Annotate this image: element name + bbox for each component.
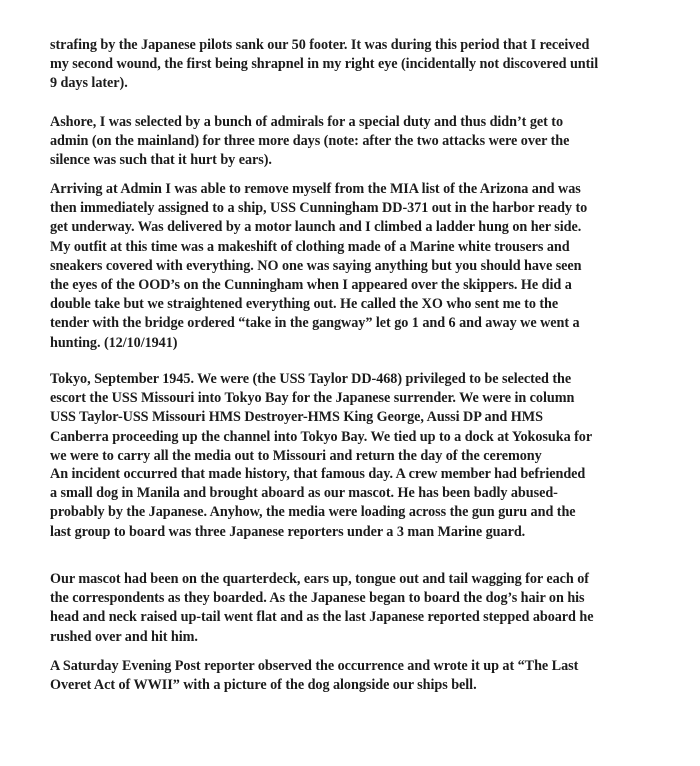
text-line: the eyes of the OOD’s on the Cunningham when I appeared over the skippers. He did a xyxy=(50,277,572,294)
text-line: A Saturday Evening Post reporter observed the occurrence and wrote it up at “The Last xyxy=(50,658,579,674)
text-line: 9 days later). xyxy=(50,75,128,92)
text-line: get underway. Was delivered by a motor launch and I climbed a ladder hung on her side. xyxy=(50,219,582,236)
text-line: Arriving at Admin I was able to remove myself from the MIA list of the Arizona and was xyxy=(50,181,581,197)
text-line: rushed over and hit him. xyxy=(50,628,198,645)
paragraph-strafing xyxy=(50,36,686,94)
paragraph-mascot xyxy=(50,570,686,647)
text-line: double take but we straightened everything out. He called the XO who sent me to the xyxy=(50,296,559,313)
text-line: strafing by the Japanese pilots sank our 50 footer. It was during this period that I received xyxy=(50,37,590,53)
text-line: probably by the Japanese. Anyhow, the media were loading across the gun guru and the xyxy=(50,504,576,521)
text-line: escort the USS Missouri into Tokyo Bay for the Japanese surrender. We were in column xyxy=(50,390,575,407)
text-line: head and neck raised up-tail went flat and as the last Japanese reported stepped aboard he xyxy=(50,609,594,626)
text-line: Our mascot had been on the quarterdeck, ears up, tongue out and tail wagging for each of xyxy=(50,571,589,587)
text-line: then immediately assigned to a ship, USS Cunningham DD-371 out in the harbor ready to xyxy=(50,200,588,217)
text-line: hunting. (12/10/1941) xyxy=(50,334,178,351)
paragraph-ashore xyxy=(50,113,686,171)
text-line: Overet Act of WWII” with a picture of the dog alongside our ships bell. xyxy=(50,677,477,694)
text-line: Ashore, I was selected by a bunch of admirals for a special duty and thus didn’t get to xyxy=(50,114,564,130)
text-line: Tokyo, September 1945. We were (the USS Taylor DD-468) privileged to be selected the xyxy=(50,371,572,387)
text-line: Canberra proceeding up the channel into Tokyo Bay. We tied up to a dock at Yokosuka for xyxy=(50,428,593,445)
text-line: my second wound, the first being shrapnel in my right eye (incidentally not discovered until xyxy=(50,56,599,73)
text-line: tender with the bridge ordered “take in the gangway” let go 1 and 6 and away we went a xyxy=(50,315,580,332)
text-line: An incident occurred that made history, that famous day. A crew member had befriended xyxy=(50,466,586,482)
text-line: last group to board was three Japanese reporters under a 3 man Marine guard. xyxy=(50,523,526,540)
text-line: the correspondents as they boarded. As the Japanese began to board the dog’s hair on his xyxy=(50,590,585,607)
text-line: admin (on the mainland) for three more days (note: after the two attacks were over the xyxy=(50,133,570,150)
text-line: silence was such that it hurt by ears). xyxy=(50,152,272,169)
text-line: a small dog in Manila and brought aboard as our mascot. He has been badly abused- xyxy=(50,485,558,502)
text-line: My outfit at this time was a makeshift of clothing made of a Marine white trousers and xyxy=(50,238,570,255)
paragraph-tokyo xyxy=(50,370,686,466)
text-line: we were to carry all the media out to Missouri and return the day of the ceremony xyxy=(50,447,542,464)
text-line: USS Taylor-USS Missouri HMS Destroyer-HMS King George, Aussi DP and HMS xyxy=(50,409,543,426)
paragraph-saturday-evening-post xyxy=(50,657,686,695)
paragraph-arriving-at-admin xyxy=(50,180,686,353)
text-line: sneakers covered with everything. NO one was saying anything but you should have seen xyxy=(50,257,582,274)
paragraph-incident xyxy=(50,465,686,542)
